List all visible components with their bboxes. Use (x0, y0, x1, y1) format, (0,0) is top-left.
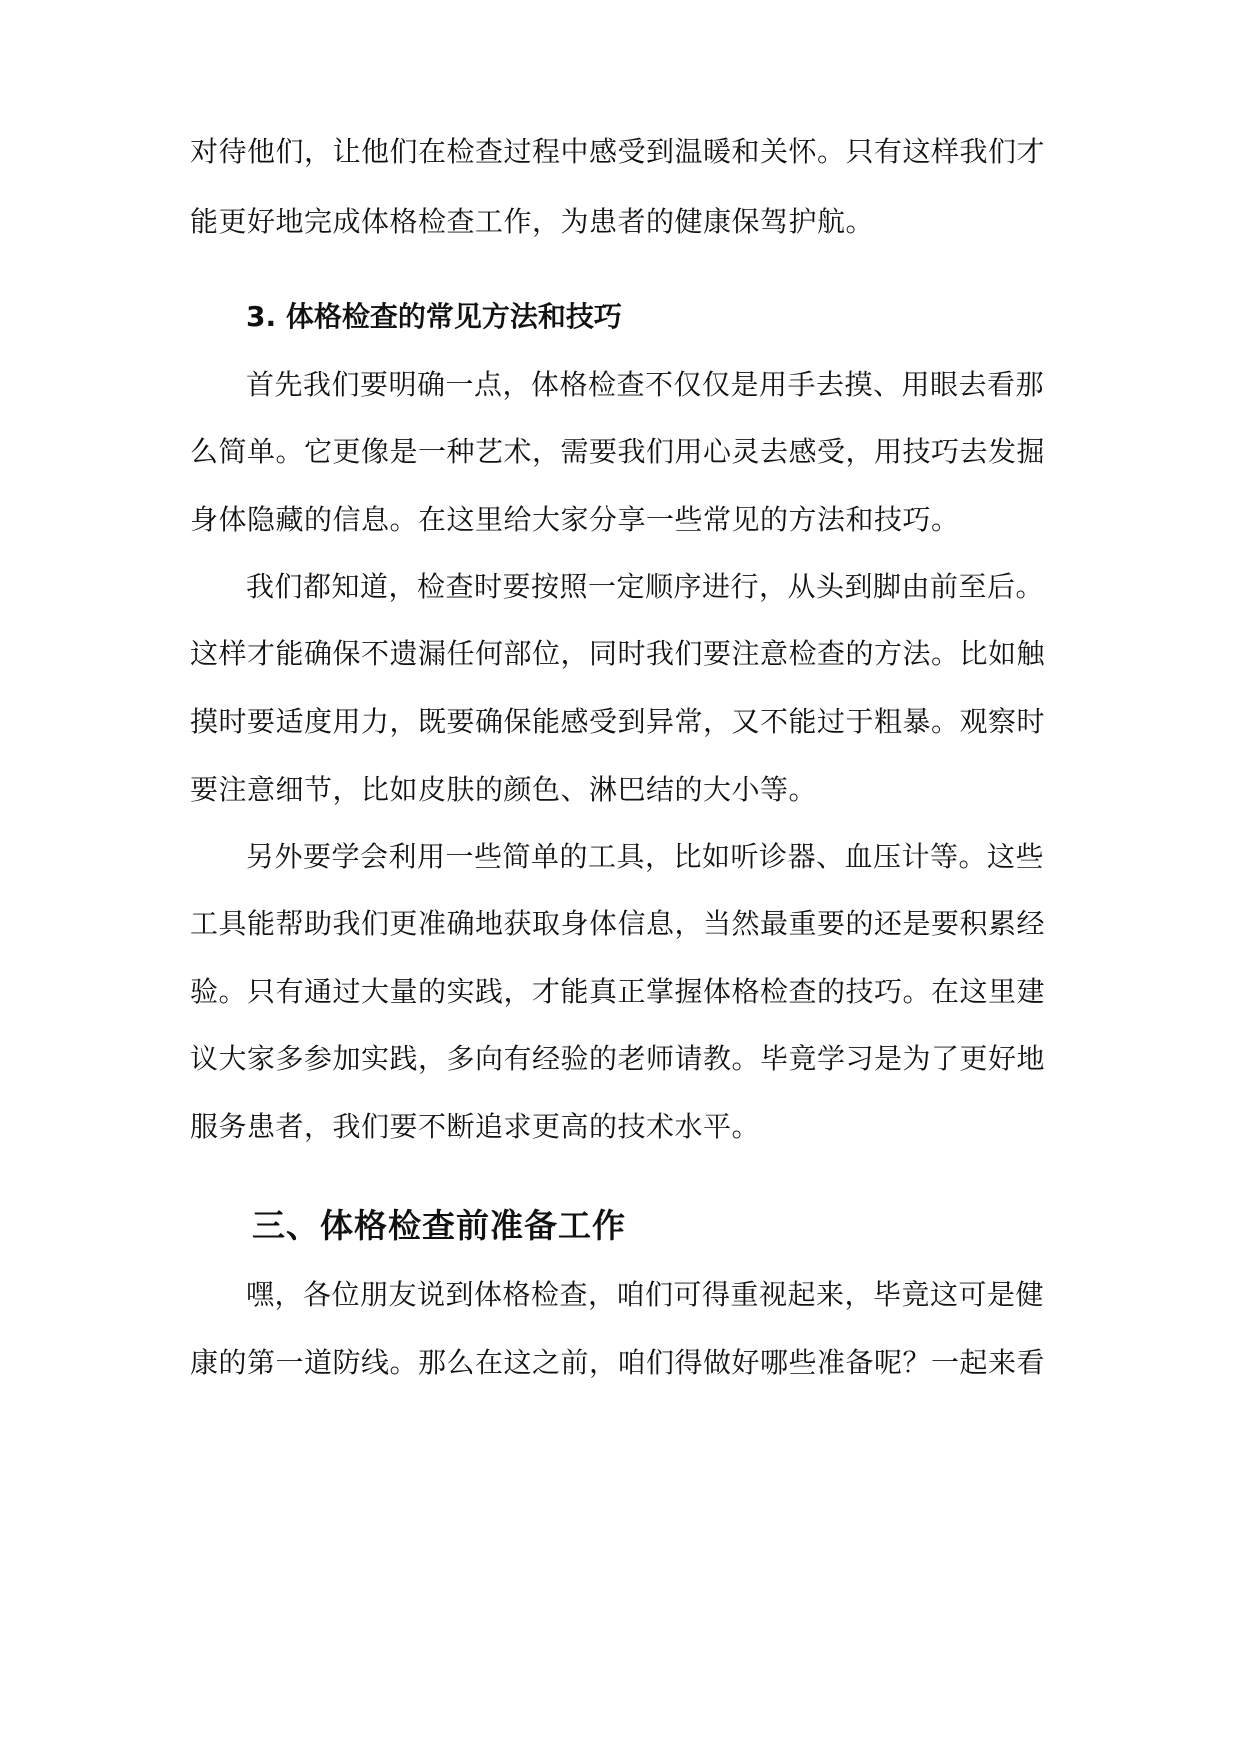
intro-line-2: 能更好地完成体格检查工作，为患者的健康保驾护航。 (190, 205, 875, 238)
section-three-p1-line-1: 嘿，各位朋友说到体格检查，咱们可得重视起来，毕竟这可是健 (246, 1278, 1045, 1311)
section3-p1-line-3: 身体隐藏的信息。在这里给大家分享一些常见的方法和技巧。 (190, 503, 960, 536)
intro-line-1: 对待他们，让他们在检查过程中感受到温暖和关怀。只有这样我们才 (190, 135, 1046, 168)
section3-p3-line-2: 工具能帮助我们更准确地获取身体信息，当然最重要的还是要积累经 (190, 907, 1046, 940)
section3-p1-line-1: 首先我们要明确一点，体格检查不仅仅是用手去摸、用眼去看那 (246, 368, 1045, 401)
section3-p3-line-3: 验。只有通过大量的实践，才能真正掌握体格检查的技巧。在这里建 (190, 975, 1046, 1008)
section3-p2-line-2: 这样才能确保不遗漏任何部位，同时我们要注意检查的方法。比如触 (190, 637, 1046, 670)
section-heading: 三、体格检查前准备工作 (252, 1206, 626, 1245)
section3-p3-line-5: 服务患者，我们要不断追求更高的技术水平。 (190, 1110, 761, 1143)
section3-p3-line-1: 另外要学会利用一些简单的工具，比如听诊器、血压计等。这些 (246, 840, 1045, 873)
section3-p2-line-4: 要注意细节，比如皮肤的颜色、淋巴结的大小等。 (190, 773, 818, 806)
section3-p1-line-2: 么简单。它更像是一种艺术，需要我们用心灵去感受，用技巧去发掘 (190, 435, 1046, 468)
section-three-p1-line-2: 康的第一道防线。那么在这之前，咱们得做好哪些准备呢？一起来看 (190, 1346, 1046, 1379)
section3-p2-line-3: 摸时要适度用力，既要确保能感受到异常，又不能过于粗暴。观察时 (190, 705, 1046, 738)
section3-p2-line-1: 我们都知道，检查时要按照一定顺序进行，从头到脚由前至后。 (246, 570, 1045, 603)
subsection-heading: 3. 体格检查的常见方法和技巧 (246, 300, 622, 333)
section3-p3-line-4: 议大家多参加实践，多向有经验的老师请教。毕竟学习是为了更好地 (190, 1042, 1046, 1075)
